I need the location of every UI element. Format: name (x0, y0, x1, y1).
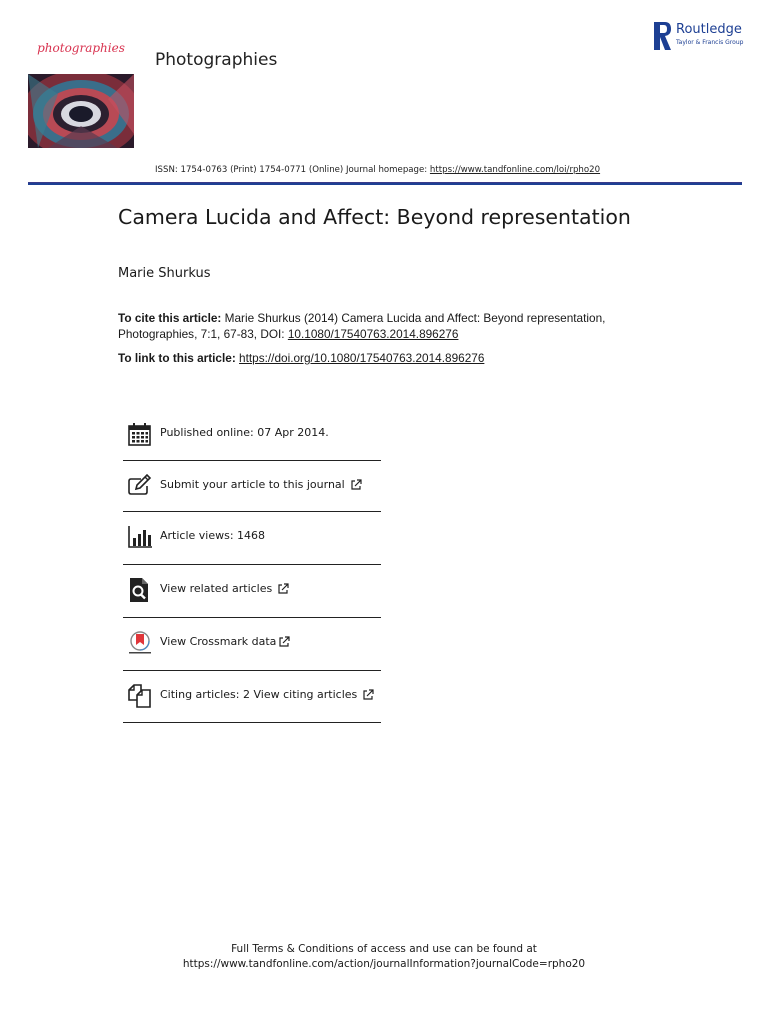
citing-documents-icon (127, 683, 153, 709)
article-title: Camera Lucida and Affect: Beyond representation (118, 205, 631, 229)
cite-doi-link[interactable]: 10.1080/17540763.2014.896276 (287, 326, 459, 341)
edit-icon (127, 473, 153, 499)
info-row-related[interactable] (123, 565, 381, 617)
cite-label: To cite this article: (118, 311, 222, 325)
info-row-views (123, 512, 381, 564)
crossmark-icon (127, 630, 153, 656)
article-author: Marie Shurkus (118, 266, 211, 281)
citing-articles-label: Citing articles: 2 View citing articles (160, 688, 358, 701)
info-row-crossmark[interactable] (123, 618, 381, 670)
info-row-citing[interactable] (123, 671, 381, 723)
footer (0, 942, 768, 972)
article-link-block (118, 351, 678, 365)
journal-cover (28, 22, 134, 172)
publisher-name: Routledge (676, 22, 742, 37)
info-row-divider (123, 460, 381, 461)
related-articles-link[interactable] (160, 582, 289, 595)
journal-homepage-link[interactable]: https://www.tandfonline.com/loi/rpho20 (429, 165, 601, 175)
routledge-logo-icon (654, 22, 672, 50)
cite-text: Marie Shurkus (2014) Camera Lucida and Affect: Beyond representation, Photographies, 7:1, 67-83, DOI: (118, 311, 606, 341)
info-row-divider (123, 511, 381, 512)
info-row-divider (123, 722, 381, 723)
footer-terms-link[interactable]: https://www.tandfonline.com/action/journalInformation?journalCode=rpho20 (182, 958, 586, 970)
crossmark-label: View Crossmark data (160, 635, 277, 648)
journal-name: Photographies (155, 50, 278, 70)
issn-text: ISSN: 1754-0763 (Print) 1754-0771 (Online) Journal homepage: (155, 165, 430, 175)
citation-block (118, 311, 678, 342)
submit-article-label: Submit your article to this journal (160, 478, 345, 491)
published-online-label: Published online: 07 Apr 2014. (160, 426, 329, 439)
link-label: To link to this article: (118, 351, 240, 365)
search-document-icon (127, 577, 153, 603)
submit-article-link[interactable] (160, 478, 362, 491)
issn-line (155, 165, 600, 175)
info-row-divider (123, 617, 381, 618)
external-link-icon (277, 583, 289, 595)
info-row-published (123, 409, 381, 461)
crossmark-link[interactable] (160, 635, 290, 648)
publisher-group: Taylor & Francis Group (676, 39, 744, 46)
info-row-submit[interactable] (123, 461, 381, 513)
cover-title: photographies (37, 41, 125, 55)
info-row-divider (123, 670, 381, 671)
header-rule-thick (28, 183, 742, 185)
article-views-label: Article views: 1468 (160, 529, 266, 542)
info-row-divider (123, 564, 381, 565)
article-doi-link[interactable]: https://doi.org/10.1080/17540763.2014.896276 (239, 351, 485, 365)
citing-articles-link[interactable] (160, 688, 374, 701)
external-link-icon (362, 689, 374, 701)
external-link-icon (350, 479, 362, 491)
external-link-icon (278, 636, 290, 648)
related-articles-label: View related articles (160, 582, 273, 595)
calendar-icon (127, 421, 153, 447)
bar-chart-icon (127, 524, 153, 550)
footer-terms-text: Full Terms & Conditions of access and use can be found at (231, 943, 537, 955)
cover-photo (28, 74, 134, 148)
